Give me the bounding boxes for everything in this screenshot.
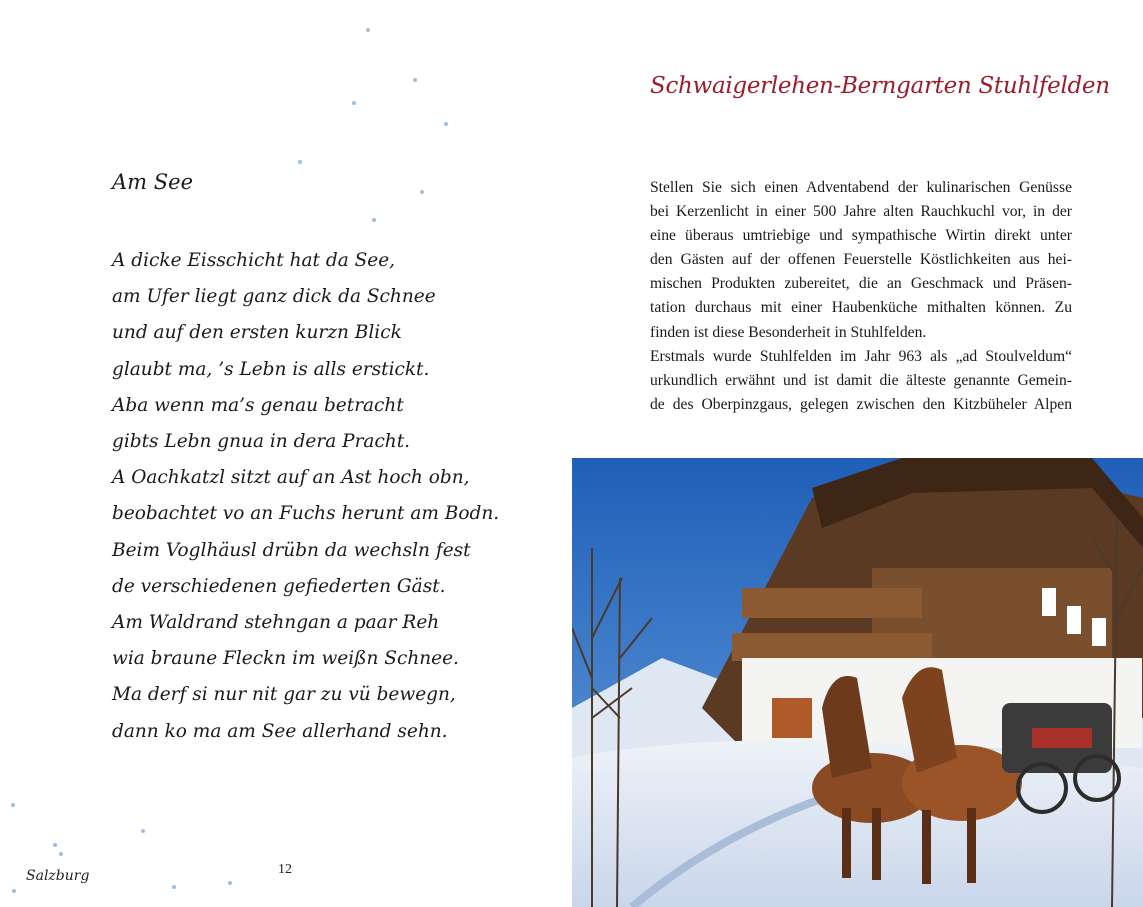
poem-line: Beim Voglhäusl drübn da wechsln fest xyxy=(112,539,471,561)
right-page xyxy=(572,0,1143,907)
poem-line: beobachtet vo an Fuchs herunt am Bodn. xyxy=(112,503,500,525)
snowflake-dot xyxy=(413,78,417,82)
poem-line: dann ko ma am See allerhand sehn. xyxy=(112,720,448,742)
poem-line: Ma derf si nur nit gar zu vü bewegn, xyxy=(112,684,456,706)
snowflake-dot xyxy=(366,28,370,32)
snowflake-dot xyxy=(228,881,232,885)
poem-line: wia braune Fleckn im weißn Schnee. xyxy=(112,648,459,670)
body-line: Stellen Sie sich einen Adventabend der kulinarischen Genüsse xyxy=(650,179,1072,196)
poem-line: A Oachkatzl sitzt auf an Ast hoch obn, xyxy=(112,467,470,489)
poem-line: gibts Lebn gnua in dera Pracht. xyxy=(112,431,411,453)
snowflake-dot xyxy=(372,218,376,222)
body-line: finden ist diese Besonderheit in Stuhlfelden. xyxy=(650,323,927,341)
poem-line: glaubt ma, ’s Lebn is alls erstickt. xyxy=(112,358,430,380)
snowflake-dot xyxy=(420,190,424,194)
body-text xyxy=(650,176,1072,417)
section-title: Schwaigerlehen-Berngarten Stuhlfelden xyxy=(650,73,1110,99)
poem-line: Aba wenn ma’s genau betracht xyxy=(112,394,404,416)
poem-title: Am See xyxy=(112,170,193,194)
snowflake-dot xyxy=(11,803,15,807)
body-line: tation durchaus mit einer Haubenküche mithalten können. Zu xyxy=(650,299,1072,317)
poem-line: und auf den ersten kurzn Blick xyxy=(112,322,402,344)
poem-line: A dicke Eisschicht hat da See, xyxy=(112,250,396,271)
snowflake-dot xyxy=(59,852,63,856)
poem-line: am Ufer liegt ganz dick da Schnee xyxy=(112,286,436,308)
footer-region-label: Salzburg xyxy=(26,868,90,884)
body-line: Erstmals wurde Stuhlfelden im Jahr 963 als „ad Stoulveldum“ xyxy=(650,347,1072,365)
body-line: den Gästen auf der offenen Feuerstelle Köstlichkeiten aus hei- xyxy=(650,251,1072,269)
page-number: 12 xyxy=(278,862,292,877)
poem xyxy=(112,243,499,750)
snowflake-dot xyxy=(298,160,302,164)
snowflake-dot xyxy=(12,889,16,893)
snowflake-dot xyxy=(444,122,448,126)
farmhouse-sleigh-photo xyxy=(572,458,1143,907)
body-line: eine überaus umtriebige und sympathische Wirtin direkt unter xyxy=(650,227,1072,245)
snowflake-dot xyxy=(53,843,57,847)
snowflake-dot xyxy=(172,885,176,889)
poem-line: Am Waldrand stehngan a paar Reh xyxy=(112,612,440,634)
body-line: de des Oberpinzgaus, gelegen zwischen den Kitzbüheler Alpen xyxy=(650,395,1072,413)
body-line: mischen Produkten zubereitet, die an Geschmack und Präsen- xyxy=(650,275,1072,293)
body-line: urkundlich erwähnt und ist damit die älteste genannte Gemein- xyxy=(650,371,1072,389)
farmhouse-horse-sleigh-icon xyxy=(572,458,1143,907)
snowflake-dot xyxy=(352,101,356,105)
snowflake-dot xyxy=(141,829,145,833)
body-line: bei Kerzenlicht in einer 500 Jahre alten Rauchkuchl vor, in der xyxy=(650,203,1072,221)
poem-line: de verschiedenen gefiederten Gäst. xyxy=(112,575,446,597)
